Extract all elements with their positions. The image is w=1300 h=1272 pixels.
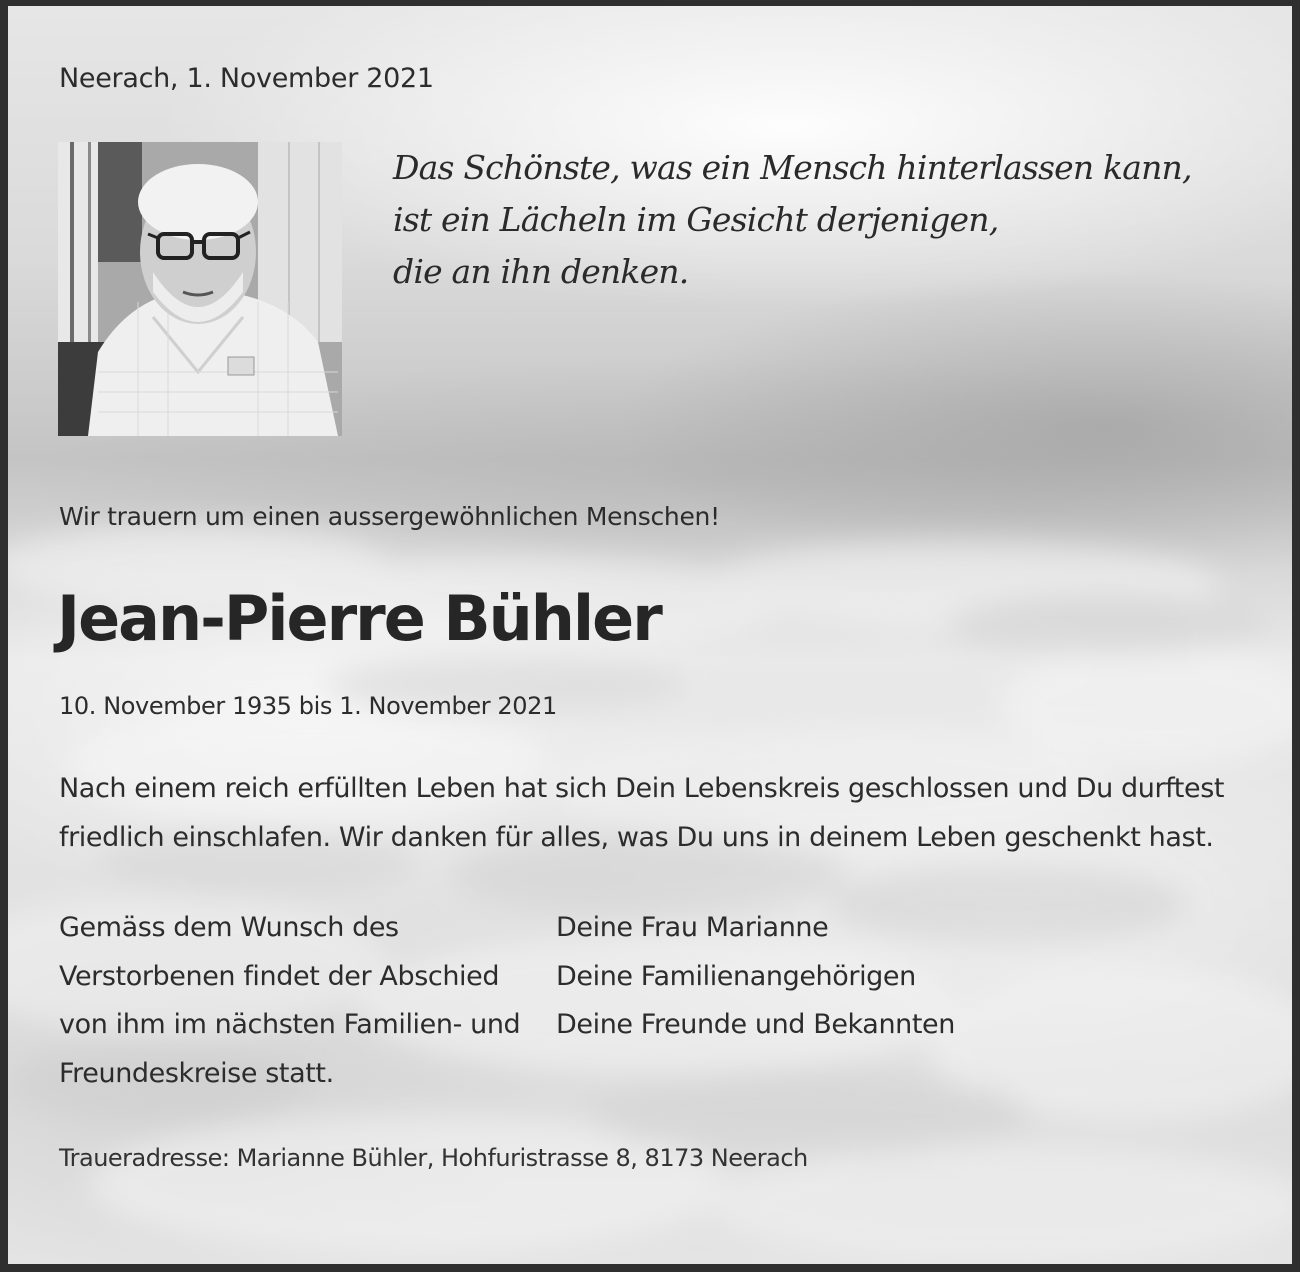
lifespan-dates: 10. November 1935 bis 1. November 2021 (59, 692, 557, 720)
quote-line: Das Schönste, was ein Mensch hinterlassen kann, (393, 148, 1192, 187)
funeral-note-line: Verstorbenen findet der Abschied (59, 960, 500, 992)
mourning-intro: Wir trauern um einen aussergewöhnlichen Menschen! (59, 502, 720, 531)
deceased-name: Jean-Pierre Bühler (57, 582, 661, 655)
portrait-photo (58, 142, 342, 436)
funeral-note-line: Gemäss dem Wunsch des (59, 912, 399, 943)
funeral-note-line: Freundeskreise statt. (59, 1057, 334, 1089)
funeral-note-line: von ihm im nächsten Familien- und (59, 1009, 521, 1040)
mourner-entry: Deine Freunde und Bekannten (556, 1009, 955, 1040)
mourner-entry: Deine Familienangehörigen (556, 960, 916, 992)
quote-line: die an ihn denken. (393, 252, 689, 291)
funeral-note (59, 904, 520, 1098)
place-and-date: Neerach, 1. November 2021 (59, 63, 434, 94)
farewell-message (59, 764, 1224, 862)
memorial-quote (393, 142, 1192, 298)
mourning-address: Traueradresse: Marianne Bühler, Hohfuristrasse 8, 8173 Neerach (59, 1144, 808, 1172)
mourner-entry: Deine Frau Marianne (556, 912, 829, 943)
message-line: friedlich einschlafen. Wir danken für alles, was Du uns in deinem Leben geschenkt hast. (59, 822, 1214, 853)
mourners-list (556, 904, 955, 1050)
quote-line: ist ein Lächeln im Gesicht derjenigen, (393, 200, 999, 239)
message-line: Nach einem reich erfüllten Leben hat sich Dein Lebenskreis geschlossen und Du durftest (59, 773, 1225, 804)
